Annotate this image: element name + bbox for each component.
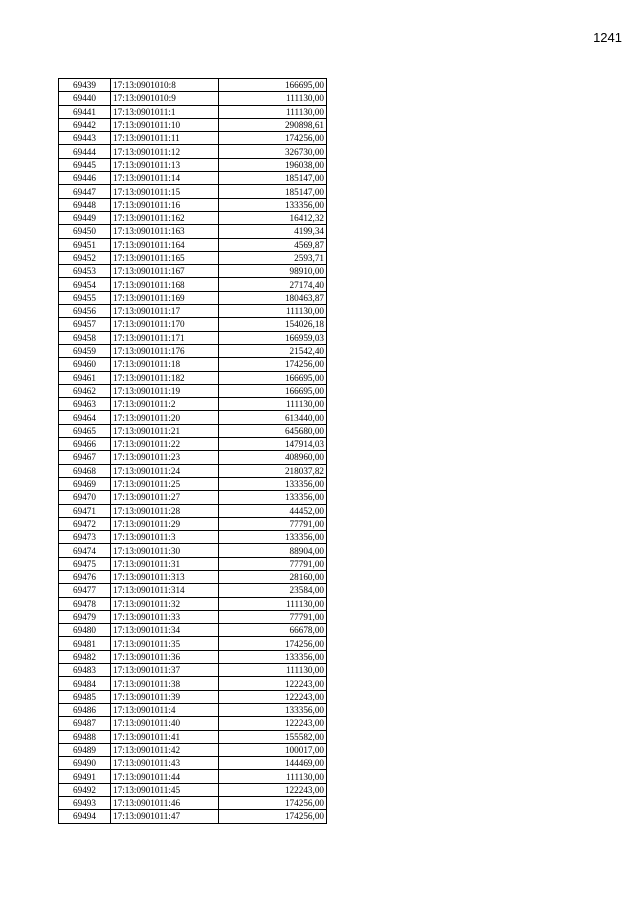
value-cell: 645680,00 bbox=[219, 424, 327, 437]
value-cell: 111130,00 bbox=[219, 398, 327, 411]
value-cell: 133356,00 bbox=[219, 198, 327, 211]
row-number-cell: 69475 bbox=[59, 557, 111, 570]
table-row bbox=[59, 211, 327, 224]
value-cell: 27174,40 bbox=[219, 278, 327, 291]
cadastral-number-cell: 17:13:0901010:8 bbox=[111, 79, 219, 92]
table-row bbox=[59, 398, 327, 411]
table-row bbox=[59, 105, 327, 118]
table-row bbox=[59, 198, 327, 211]
row-number-cell: 69458 bbox=[59, 331, 111, 344]
value-cell: 111130,00 bbox=[219, 105, 327, 118]
cadastral-number-cell: 17:13:0901011:169 bbox=[111, 291, 219, 304]
value-cell: 44452,00 bbox=[219, 504, 327, 517]
row-number-cell: 69443 bbox=[59, 132, 111, 145]
row-number-cell: 69439 bbox=[59, 79, 111, 92]
cadastral-number-cell: 17:13:0901011:31 bbox=[111, 557, 219, 570]
cadastral-number-cell: 17:13:0901011:3 bbox=[111, 531, 219, 544]
value-cell: 4199,34 bbox=[219, 225, 327, 238]
row-number-cell: 69448 bbox=[59, 198, 111, 211]
value-cell: 133356,00 bbox=[219, 650, 327, 663]
value-cell: 77791,00 bbox=[219, 517, 327, 530]
row-number-cell: 69459 bbox=[59, 344, 111, 357]
row-number-cell: 69476 bbox=[59, 570, 111, 583]
table-row bbox=[59, 557, 327, 570]
value-cell: 166695,00 bbox=[219, 79, 327, 92]
cadastral-number-cell: 17:13:0901011:12 bbox=[111, 145, 219, 158]
cadastral-number-cell: 17:13:0901011:21 bbox=[111, 424, 219, 437]
row-number-cell: 69451 bbox=[59, 238, 111, 251]
table-row bbox=[59, 730, 327, 743]
table-row bbox=[59, 145, 327, 158]
cadastral-number-cell: 17:13:0901011:170 bbox=[111, 318, 219, 331]
row-number-cell: 69464 bbox=[59, 411, 111, 424]
cadastral-number-cell: 17:13:0901011:27 bbox=[111, 491, 219, 504]
value-cell: 174256,00 bbox=[219, 810, 327, 823]
cadastral-number-cell: 17:13:0901011:43 bbox=[111, 757, 219, 770]
cadastral-number-cell: 17:13:0901011:4 bbox=[111, 703, 219, 716]
row-number-cell: 69482 bbox=[59, 650, 111, 663]
value-cell: 2593,71 bbox=[219, 251, 327, 264]
cadastral-number-cell: 17:13:0901011:36 bbox=[111, 650, 219, 663]
row-number-cell: 69489 bbox=[59, 743, 111, 756]
row-number-cell: 69468 bbox=[59, 464, 111, 477]
row-number-cell: 69454 bbox=[59, 278, 111, 291]
table-row bbox=[59, 570, 327, 583]
value-cell: 174256,00 bbox=[219, 637, 327, 650]
cadastral-number-cell: 17:13:0901011:16 bbox=[111, 198, 219, 211]
table-row bbox=[59, 531, 327, 544]
table-row bbox=[59, 717, 327, 730]
row-number-cell: 69465 bbox=[59, 424, 111, 437]
value-cell: 196038,00 bbox=[219, 158, 327, 171]
row-number-cell: 69460 bbox=[59, 358, 111, 371]
table-row bbox=[59, 424, 327, 437]
cadastral-number-cell: 17:13:0901011:37 bbox=[111, 664, 219, 677]
table-row bbox=[59, 743, 327, 756]
table-row bbox=[59, 358, 327, 371]
cadastral-number-cell: 17:13:0901011:20 bbox=[111, 411, 219, 424]
table-row bbox=[59, 318, 327, 331]
row-number-cell: 69474 bbox=[59, 544, 111, 557]
cadastral-number-cell: 17:13:0901011:10 bbox=[111, 118, 219, 131]
value-cell: 154026,18 bbox=[219, 318, 327, 331]
row-number-cell: 69450 bbox=[59, 225, 111, 238]
cadastral-number-cell: 17:13:0901011:39 bbox=[111, 690, 219, 703]
row-number-cell: 69446 bbox=[59, 172, 111, 185]
cadastral-number-cell: 17:13:0901011:17 bbox=[111, 305, 219, 318]
cadastral-number-cell: 17:13:0901011:171 bbox=[111, 331, 219, 344]
cadastral-number-cell: 17:13:0901011:34 bbox=[111, 624, 219, 637]
table-row bbox=[59, 92, 327, 105]
cadastral-number-cell: 17:13:0901011:163 bbox=[111, 225, 219, 238]
value-cell: 166695,00 bbox=[219, 384, 327, 397]
value-cell: 185147,00 bbox=[219, 185, 327, 198]
cadastral-number-cell: 17:13:0901011:2 bbox=[111, 398, 219, 411]
value-cell: 122243,00 bbox=[219, 783, 327, 796]
row-number-cell: 69466 bbox=[59, 438, 111, 451]
row-number-cell: 69473 bbox=[59, 531, 111, 544]
page-number: 1241 bbox=[593, 30, 622, 45]
cadastral-number-cell: 17:13:0901011:182 bbox=[111, 371, 219, 384]
value-cell: 98910,00 bbox=[219, 265, 327, 278]
value-cell: 111130,00 bbox=[219, 597, 327, 610]
value-cell: 155582,00 bbox=[219, 730, 327, 743]
table-row bbox=[59, 610, 327, 623]
table-row bbox=[59, 637, 327, 650]
cadastral-number-cell: 17:13:0901011:33 bbox=[111, 610, 219, 623]
table-row bbox=[59, 757, 327, 770]
value-cell: 174256,00 bbox=[219, 797, 327, 810]
value-cell: 16412,32 bbox=[219, 211, 327, 224]
value-cell: 180463,87 bbox=[219, 291, 327, 304]
value-cell: 290898,61 bbox=[219, 118, 327, 131]
value-cell: 111130,00 bbox=[219, 770, 327, 783]
table-row bbox=[59, 677, 327, 690]
value-cell: 174256,00 bbox=[219, 358, 327, 371]
row-number-cell: 69483 bbox=[59, 664, 111, 677]
value-cell: 174256,00 bbox=[219, 132, 327, 145]
cadastral-number-cell: 17:13:0901011:15 bbox=[111, 185, 219, 198]
value-cell: 66678,00 bbox=[219, 624, 327, 637]
value-cell: 111130,00 bbox=[219, 92, 327, 105]
data-table bbox=[58, 78, 327, 824]
table-row bbox=[59, 584, 327, 597]
table-row bbox=[59, 79, 327, 92]
cadastral-number-cell: 17:13:0901011:24 bbox=[111, 464, 219, 477]
row-number-cell: 69478 bbox=[59, 597, 111, 610]
table-row bbox=[59, 703, 327, 716]
table-row bbox=[59, 344, 327, 357]
table-row bbox=[59, 172, 327, 185]
row-number-cell: 69461 bbox=[59, 371, 111, 384]
row-number-cell: 69452 bbox=[59, 251, 111, 264]
table-row bbox=[59, 158, 327, 171]
table-row bbox=[59, 278, 327, 291]
row-number-cell: 69485 bbox=[59, 690, 111, 703]
cadastral-number-cell: 17:13:0901011:165 bbox=[111, 251, 219, 264]
table-row bbox=[59, 384, 327, 397]
cadastral-number-cell: 17:13:0901011:25 bbox=[111, 477, 219, 490]
table-row bbox=[59, 597, 327, 610]
table-body bbox=[59, 79, 327, 824]
value-cell: 77791,00 bbox=[219, 557, 327, 570]
table-row bbox=[59, 185, 327, 198]
table-row bbox=[59, 650, 327, 663]
row-number-cell: 69484 bbox=[59, 677, 111, 690]
row-number-cell: 69492 bbox=[59, 783, 111, 796]
table-row bbox=[59, 371, 327, 384]
value-cell: 100017,00 bbox=[219, 743, 327, 756]
value-cell: 185147,00 bbox=[219, 172, 327, 185]
value-cell: 28160,00 bbox=[219, 570, 327, 583]
value-cell: 147914,03 bbox=[219, 438, 327, 451]
cadastral-number-cell: 17:13:0901011:14 bbox=[111, 172, 219, 185]
table-row bbox=[59, 305, 327, 318]
value-cell: 133356,00 bbox=[219, 491, 327, 504]
row-number-cell: 69494 bbox=[59, 810, 111, 823]
row-number-cell: 69469 bbox=[59, 477, 111, 490]
row-number-cell: 69447 bbox=[59, 185, 111, 198]
value-cell: 218037,82 bbox=[219, 464, 327, 477]
cadastral-number-cell: 17:13:0901011:47 bbox=[111, 810, 219, 823]
table-row bbox=[59, 225, 327, 238]
cadastral-number-cell: 17:13:0901011:30 bbox=[111, 544, 219, 557]
table-row bbox=[59, 331, 327, 344]
table-row bbox=[59, 411, 327, 424]
row-number-cell: 69463 bbox=[59, 398, 111, 411]
cadastral-number-cell: 17:13:0901011:13 bbox=[111, 158, 219, 171]
table-row bbox=[59, 797, 327, 810]
value-cell: 166959,03 bbox=[219, 331, 327, 344]
table-row bbox=[59, 477, 327, 490]
cadastral-number-cell: 17:13:0901011:18 bbox=[111, 358, 219, 371]
row-number-cell: 69486 bbox=[59, 703, 111, 716]
row-number-cell: 69479 bbox=[59, 610, 111, 623]
cadastral-number-cell: 17:13:0901011:313 bbox=[111, 570, 219, 583]
cadastral-number-cell: 17:13:0901011:314 bbox=[111, 584, 219, 597]
cadastral-number-cell: 17:13:0901011:41 bbox=[111, 730, 219, 743]
value-cell: 23584,00 bbox=[219, 584, 327, 597]
row-number-cell: 69490 bbox=[59, 757, 111, 770]
cadastral-number-cell: 17:13:0901011:11 bbox=[111, 132, 219, 145]
cadastral-number-cell: 17:13:0901011:167 bbox=[111, 265, 219, 278]
table-row bbox=[59, 624, 327, 637]
row-number-cell: 69444 bbox=[59, 145, 111, 158]
row-number-cell: 69442 bbox=[59, 118, 111, 131]
row-number-cell: 69487 bbox=[59, 717, 111, 730]
row-number-cell: 69477 bbox=[59, 584, 111, 597]
table-row bbox=[59, 810, 327, 823]
value-cell: 133356,00 bbox=[219, 703, 327, 716]
value-cell: 122243,00 bbox=[219, 677, 327, 690]
value-cell: 111130,00 bbox=[219, 305, 327, 318]
row-number-cell: 69449 bbox=[59, 211, 111, 224]
cadastral-number-cell: 17:13:0901011:38 bbox=[111, 677, 219, 690]
table-row bbox=[59, 491, 327, 504]
value-cell: 122243,00 bbox=[219, 717, 327, 730]
cadastral-number-cell: 17:13:0901011:42 bbox=[111, 743, 219, 756]
table-row bbox=[59, 504, 327, 517]
table-row bbox=[59, 464, 327, 477]
cadastral-number-cell: 17:13:0901011:35 bbox=[111, 637, 219, 650]
cadastral-number-cell: 17:13:0901011:162 bbox=[111, 211, 219, 224]
row-number-cell: 69457 bbox=[59, 318, 111, 331]
value-cell: 133356,00 bbox=[219, 477, 327, 490]
table-row bbox=[59, 118, 327, 131]
value-cell: 144469,00 bbox=[219, 757, 327, 770]
value-cell: 133356,00 bbox=[219, 531, 327, 544]
cadastral-number-cell: 17:13:0901011:45 bbox=[111, 783, 219, 796]
row-number-cell: 69472 bbox=[59, 517, 111, 530]
table-row bbox=[59, 132, 327, 145]
table-row bbox=[59, 291, 327, 304]
cadastral-number-cell: 17:13:0901011:32 bbox=[111, 597, 219, 610]
value-cell: 326730,00 bbox=[219, 145, 327, 158]
row-number-cell: 69467 bbox=[59, 451, 111, 464]
value-cell: 613440,00 bbox=[219, 411, 327, 424]
cadastral-number-cell: 17:13:0901011:164 bbox=[111, 238, 219, 251]
row-number-cell: 69481 bbox=[59, 637, 111, 650]
row-number-cell: 69453 bbox=[59, 265, 111, 278]
row-number-cell: 69493 bbox=[59, 797, 111, 810]
row-number-cell: 69441 bbox=[59, 105, 111, 118]
value-cell: 4569,87 bbox=[219, 238, 327, 251]
value-cell: 88904,00 bbox=[219, 544, 327, 557]
cadastral-number-cell: 17:13:0901010:9 bbox=[111, 92, 219, 105]
cadastral-number-cell: 17:13:0901011:28 bbox=[111, 504, 219, 517]
cadastral-number-cell: 17:13:0901011:168 bbox=[111, 278, 219, 291]
row-number-cell: 69445 bbox=[59, 158, 111, 171]
table-row bbox=[59, 690, 327, 703]
value-cell: 122243,00 bbox=[219, 690, 327, 703]
value-cell: 166695,00 bbox=[219, 371, 327, 384]
row-number-cell: 69456 bbox=[59, 305, 111, 318]
table-row bbox=[59, 238, 327, 251]
cadastral-number-cell: 17:13:0901011:40 bbox=[111, 717, 219, 730]
row-number-cell: 69471 bbox=[59, 504, 111, 517]
table-row bbox=[59, 544, 327, 557]
row-number-cell: 69470 bbox=[59, 491, 111, 504]
value-cell: 408960,00 bbox=[219, 451, 327, 464]
cadastral-number-cell: 17:13:0901011:176 bbox=[111, 344, 219, 357]
value-cell: 77791,00 bbox=[219, 610, 327, 623]
row-number-cell: 69488 bbox=[59, 730, 111, 743]
cadastral-number-cell: 17:13:0901011:19 bbox=[111, 384, 219, 397]
row-number-cell: 69480 bbox=[59, 624, 111, 637]
table-row bbox=[59, 251, 327, 264]
value-cell: 21542,40 bbox=[219, 344, 327, 357]
table-row bbox=[59, 451, 327, 464]
table-row bbox=[59, 265, 327, 278]
row-number-cell: 69491 bbox=[59, 770, 111, 783]
table-row bbox=[59, 517, 327, 530]
value-cell: 111130,00 bbox=[219, 664, 327, 677]
table-row bbox=[59, 664, 327, 677]
row-number-cell: 69440 bbox=[59, 92, 111, 105]
cadastral-number-cell: 17:13:0901011:29 bbox=[111, 517, 219, 530]
cadastral-number-cell: 17:13:0901011:44 bbox=[111, 770, 219, 783]
table-row bbox=[59, 438, 327, 451]
cadastral-number-cell: 17:13:0901011:22 bbox=[111, 438, 219, 451]
cadastral-number-cell: 17:13:0901011:46 bbox=[111, 797, 219, 810]
table-row bbox=[59, 783, 327, 796]
table-row bbox=[59, 770, 327, 783]
cadastral-number-cell: 17:13:0901011:23 bbox=[111, 451, 219, 464]
cadastral-number-cell: 17:13:0901011:1 bbox=[111, 105, 219, 118]
row-number-cell: 69462 bbox=[59, 384, 111, 397]
row-number-cell: 69455 bbox=[59, 291, 111, 304]
